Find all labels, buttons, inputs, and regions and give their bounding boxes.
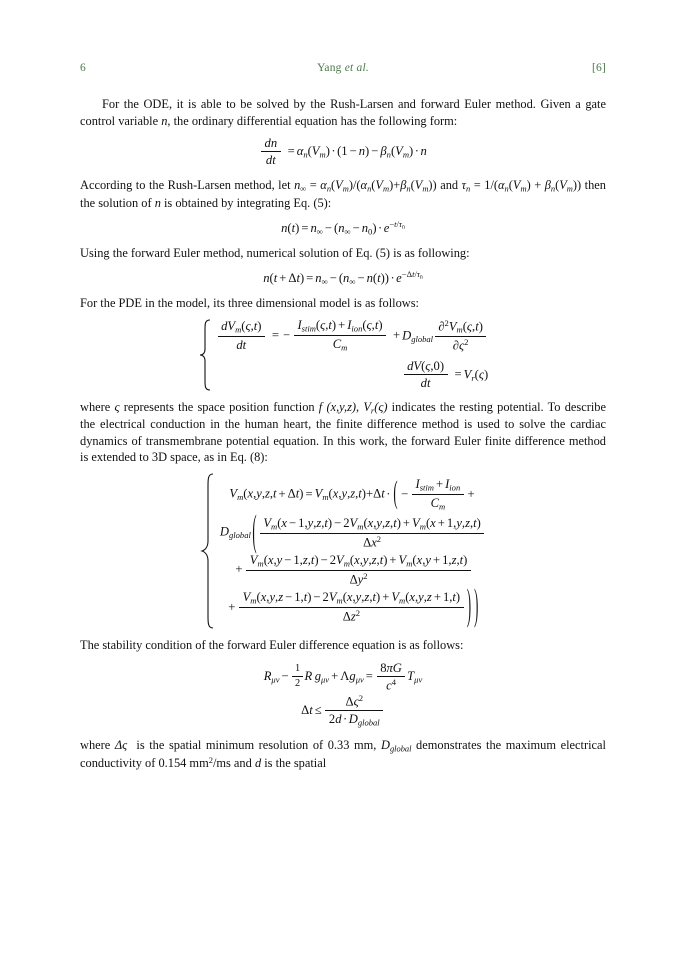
inline-n-infinity-definition: $n\infty = \alpha_n(V_m)/(\alpha_n(V_m)+\beta_n(V_m))$ <box>294 178 437 194</box>
function-f-args: (x,y,z) <box>326 399 357 414</box>
equation-forward-euler-solution: $n(t + \Delta t) = n\infty - (n\infty - n(t)) \cdot e^{-\Delta t/\tau n}$ <box>263 269 423 287</box>
frac-dn-dt: $\frac{dn}{dt}$ <box>261 136 281 167</box>
running-head-reference: [6] <box>591 62 606 74</box>
dglobal-subscript: global <box>389 743 412 754</box>
author-etal: et al. <box>344 62 369 74</box>
eq8-row-1: $V_m(x,y,z,t + \Delta t) = V_m(x,y,z,t)+\Delta t$ · ( − $\frac{I_{stim} + I_{ion}}{C_m}$ + <box>229 475 475 512</box>
para-7-text-e: is the spatial <box>261 755 327 770</box>
para-5-text-c: , <box>356 399 364 414</box>
pde-row-2: $\frac{dV(\varsigma,0)}{dt}$ = $V_r(\varsigma)$ <box>216 360 488 391</box>
frac-second-diff-z: $\frac{V_m(x,y,z - 1,t) - 2V_m(x,y,z,t) + V_m(x,y,z + 1,t)}{\Delta z^2}$ <box>239 590 464 623</box>
running-head <box>80 62 606 74</box>
para-5-text-d: indicates the resting potential. To describe the electrical conduction in the human heart, the finite difference method is used to solve the cardiac dynamics of transmembrane potential equation. In this work, the forward Euler finite difference method is extended to 3D space, as in Eq. (8): <box>80 399 606 465</box>
page-content <box>80 62 606 778</box>
resting-potential-arg: (ς) <box>374 399 388 414</box>
para-2-text-d: is obtained by integrating Eq. (5): <box>160 195 332 210</box>
equation-stability-cfl: Δt ≤ $\frac{\Delta\varsigma^2}{2d \cdot D_{global}}$ <box>80 695 606 728</box>
paragraph-ode-intro <box>80 96 606 129</box>
frac-8piG-c4: $\frac{8\pi G}{c^4}$ <box>377 661 406 692</box>
equation-analytic-solution: $n(t) = n\infty - (n\infty - n0) \cdot e^{-t/\tau n}$ <box>281 219 405 236</box>
paragraph-space-position <box>80 399 606 466</box>
pde-rows <box>216 319 488 391</box>
paragraph-stability-condition: The stability condition of the forward Euler difference equation is as follows: <box>80 637 464 652</box>
para-1-text-b: , the ordinary differential equation has the following form: <box>167 113 458 128</box>
resting-potential-sub: r <box>370 405 375 416</box>
para-7-text-b: is the spatial minimum resolution of 0.33 mm, <box>131 738 381 753</box>
frac-dvm-dt: $\frac{dV_m(\varsigma,t)}{dt}$ <box>218 319 265 352</box>
equation-system-pde <box>80 319 606 391</box>
frac-dsigma2-over-2dD: $\frac{\Delta\varsigma^2}{2d \cdot D_{global}}$ <box>325 694 383 727</box>
para-5-text-b: represents the space position function <box>119 399 319 414</box>
frac-currents-cm: $\frac{I_{stim}(\varsigma,t) + I_{ion}(\varsigma,t)}{C_m}$ <box>294 318 386 353</box>
para-7-text-d: /ms and <box>212 755 255 770</box>
eq8-row-3: + $\frac{V_m(x,y - 1,z,t) - 2V_m(x,y,z,t) + V_m(x,y + 1,z,t)}{\Delta y^2}$ <box>220 554 486 587</box>
eq8-row-4: + $\frac{V_m(x,y,z - 1,t) - 2V_m(x,y,z,t) + V_m(x,y,z + 1,t)}{\Delta z^2}$ ) ) <box>228 581 479 629</box>
brace-glyph-icon <box>200 473 216 629</box>
eq8-row-2: $D_{global}$ ( $\frac{V_m(x - 1,y,z,t) - 2V_m(x,y,z,t) + V_m(x + 1,y,z,t)}{\Delta x^2}$ <box>220 516 486 549</box>
equation-system-3d-finite-difference <box>80 473 606 629</box>
frac-laplacian: $\frac{\partial^2V_m(\varsigma,t)}{\partial\varsigma^2}$ <box>435 319 487 353</box>
function-f: f <box>318 399 323 414</box>
paragraph-forward-euler: Using the forward Euler method, numerical solution of Eq. (5) is as following: <box>80 245 470 260</box>
frac-currents: $\frac{I_{stim} + I_{ion}}{C_m}$ <box>412 477 464 512</box>
frac-second-diff-x: $\frac{V_m(x - 1,y,z,t) - 2V_m(x,y,z,t) + V_m(x + 1,y,z,t)}{\Delta x^2}$ <box>260 516 485 549</box>
frac-second-diff-y: $\frac{V_m(x,y - 1,z,t) - 2V_m(x,y,z,t) + V_m(x,y + 1,z,t)}{\Delta y^2}$ <box>246 553 471 586</box>
para-2-var: n <box>154 195 161 210</box>
brace-glyph-icon <box>198 319 212 391</box>
paragraph-parameters <box>80 737 606 771</box>
varsigma-symbol: ς <box>114 399 120 414</box>
equation-gate-ode: $\frac{dn}{dt}$ = $\alpha_n(V_m) \cdot (1 - n) - \beta_n(V_m) \cdot n$ <box>80 137 606 168</box>
pde-row-1: $\frac{dV_m(\varsigma,t)}{dt}$ = − $\frac{I_{stim}(\varsigma,t) + I_{ion}(\varsigma,t)}{C_m}$ + $D_{global}$ $\frac{\partial^2V_m(\varsigma,t)}{\partial\varsigma^2}$ <box>216 319 488 354</box>
paragraph-rush-larsen <box>80 177 606 211</box>
para-2-text-b: and <box>436 178 462 193</box>
paragraph-pde-intro: For the PDE in the model, its three dimensional model is as follows: <box>80 296 419 311</box>
left-brace-eq8 <box>200 473 216 629</box>
mm-squared-exponent: 2 <box>208 754 213 765</box>
dglobal-symbol: D <box>380 738 390 753</box>
para-2-text-a: According to the Rush-Larsen method, let <box>80 178 295 193</box>
delta-varsigma-symbol: Δς <box>114 738 128 753</box>
author-surname: Yang <box>317 62 342 74</box>
inline-tau-definition: $\tau_n = 1/(\alpha_n(V_m) + \beta_n(V_m))$ <box>461 178 582 194</box>
frac-one-half: $\frac{1}{2}$ <box>292 663 303 689</box>
page-number: 6 <box>80 62 86 74</box>
para-1-text-a: For the ODE, it is able to be solved by the Rush-Larsen and forward Euler method. Given a gate control variable <box>80 97 606 128</box>
para-5-text-a: where <box>80 399 115 414</box>
para-7-text-a: where <box>80 738 115 753</box>
equation-einstein-field: $R_{\mu\nu}$ − $\frac{1}{2}$ R $g_{\mu\nu} + \Lambda g_{\mu\nu}$ = $\frac{8\pi G}{c^4}$ $T_{\mu\nu}$ <box>263 660 423 693</box>
para-1-var: n <box>161 113 168 128</box>
resting-potential-symbol: V <box>363 399 371 414</box>
spatial-d-var: d <box>254 755 262 770</box>
para-7-text-c: demonstrates the maximum electrical conductivity of 0.154 mm <box>80 738 606 770</box>
frac-dv-dt-initial: $\frac{dV(\varsigma,0)}{dt}$ <box>404 359 448 390</box>
para-2-text-c: then the solution of <box>80 178 606 210</box>
running-head-author <box>140 62 546 74</box>
left-brace-pde <box>198 319 212 391</box>
eq8-rows <box>220 473 486 629</box>
